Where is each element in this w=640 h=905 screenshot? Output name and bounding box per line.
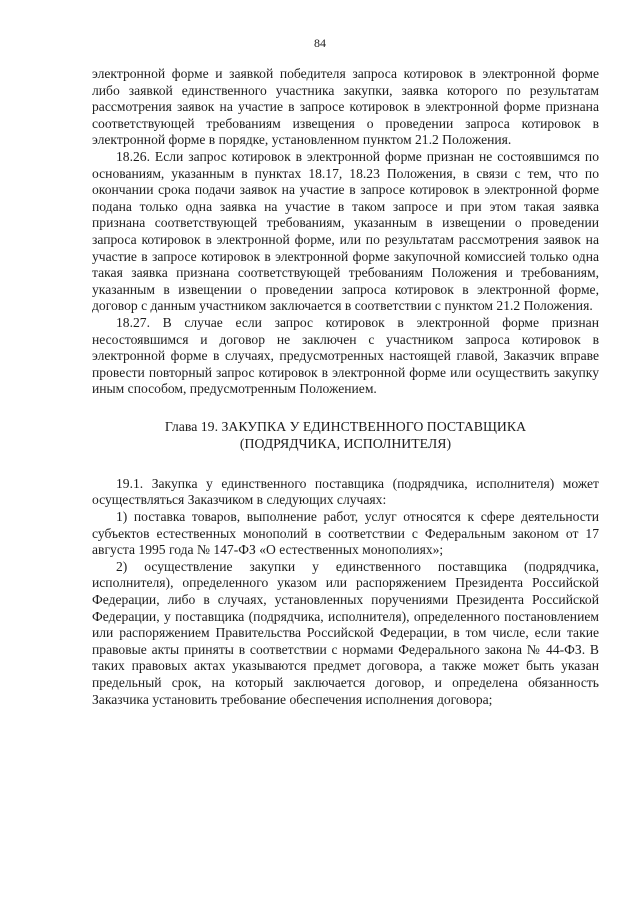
document-body [92,66,599,708]
chapter-subtitle: (ПОДРЯДЧИКА, ИСПОЛНИТЕЛЯ) [239,435,452,451]
paragraph-18-26: 18.26. Если запрос котировок в электронной форме признан не состоявшимся по основаниям, указанным в пунктах 18.17, 18.23 Положения, в связи с тем, что по окончании срока подачи заявок на участие в запросе котировок в электронной форме подана только одна заявка на участие в таком запросе и при этом такая заявка признана соответствующей требованиям, указанным в извещении о проведении запроса котировок в электронной форме, или по результатам рассмотрения заявок на участие в запросе котировок в электронной форме закупочной комиссией только одна такая заявка признана соответствующей требованиям Положения и требованиям, указанным в извещении о проведении запроса котировок в электронной форме, договор с данным участником заключается в соответствии с пунктом 21.2 Положения. [92,148,599,314]
chapter-heading [92,418,599,452]
paragraph-19-1: 19.1. Закупка у единственного поставщика (подрядчика, исполнителя) может осуществляться Заказчиком в следующих случаях: [92,475,599,508]
chapter-title: Глава 19. ЗАКУПКА У ЕДИНСТВЕННОГО ПОСТАВЩИКА [164,418,527,434]
paragraph-18-27: 18.27. В случае если запрос котировок в электронной форме признан несостоявшимся и договор не заключен с участником запроса котировок в электронной форме в случаях, предусмотренных настоящей главой, Заказчик вправе провести повторный запрос котировок в электронной форме или осуществить закупку иным способом, предусмотренным Положением. [92,314,599,397]
list-item-1: 1) поставка товаров, выполнение работ, услуг относятся к сфере деятельности субъектов естественных монополий в соответствии с Федеральным законом от 17 августа 1995 года № 147-ФЗ «О естественных монополиях»; [92,509,599,558]
paragraph-continuation: электронной форме и заявкой победителя запроса котировок в электронной форме либо заявкой единственного участника закупки, заявка которого по результатам рассмотрения заявок на участие в запросе котировок в электронной форме признана соответствующей требованиям извещения о проведении запроса котировок в электронной форме в порядке, установленном пунктом 21.2 Положения. [92,66,599,148]
page-number: 84 [314,36,326,50]
list-item-2: 2) осуществление закупки у единственного поставщика (подрядчика, исполнителя), определенного указом или распоряжением Президента Российской Федерации, либо в случаях, установленных поручениями Президента Российской Федерации, у поставщика (подрядчика, исполнителя), определенного постановлением или распоряжением Правительства Российской Федерации, в том числе, если такие правовые акты приняты в соответствии с нормами Федерального закона № 44-ФЗ. В таких правовых актах указываются предмет договора, а также может быть указан предельный срок, на который заключается договор, и определена обязанность Заказчика установить требование обеспечения исполнения договора; [92,558,599,707]
